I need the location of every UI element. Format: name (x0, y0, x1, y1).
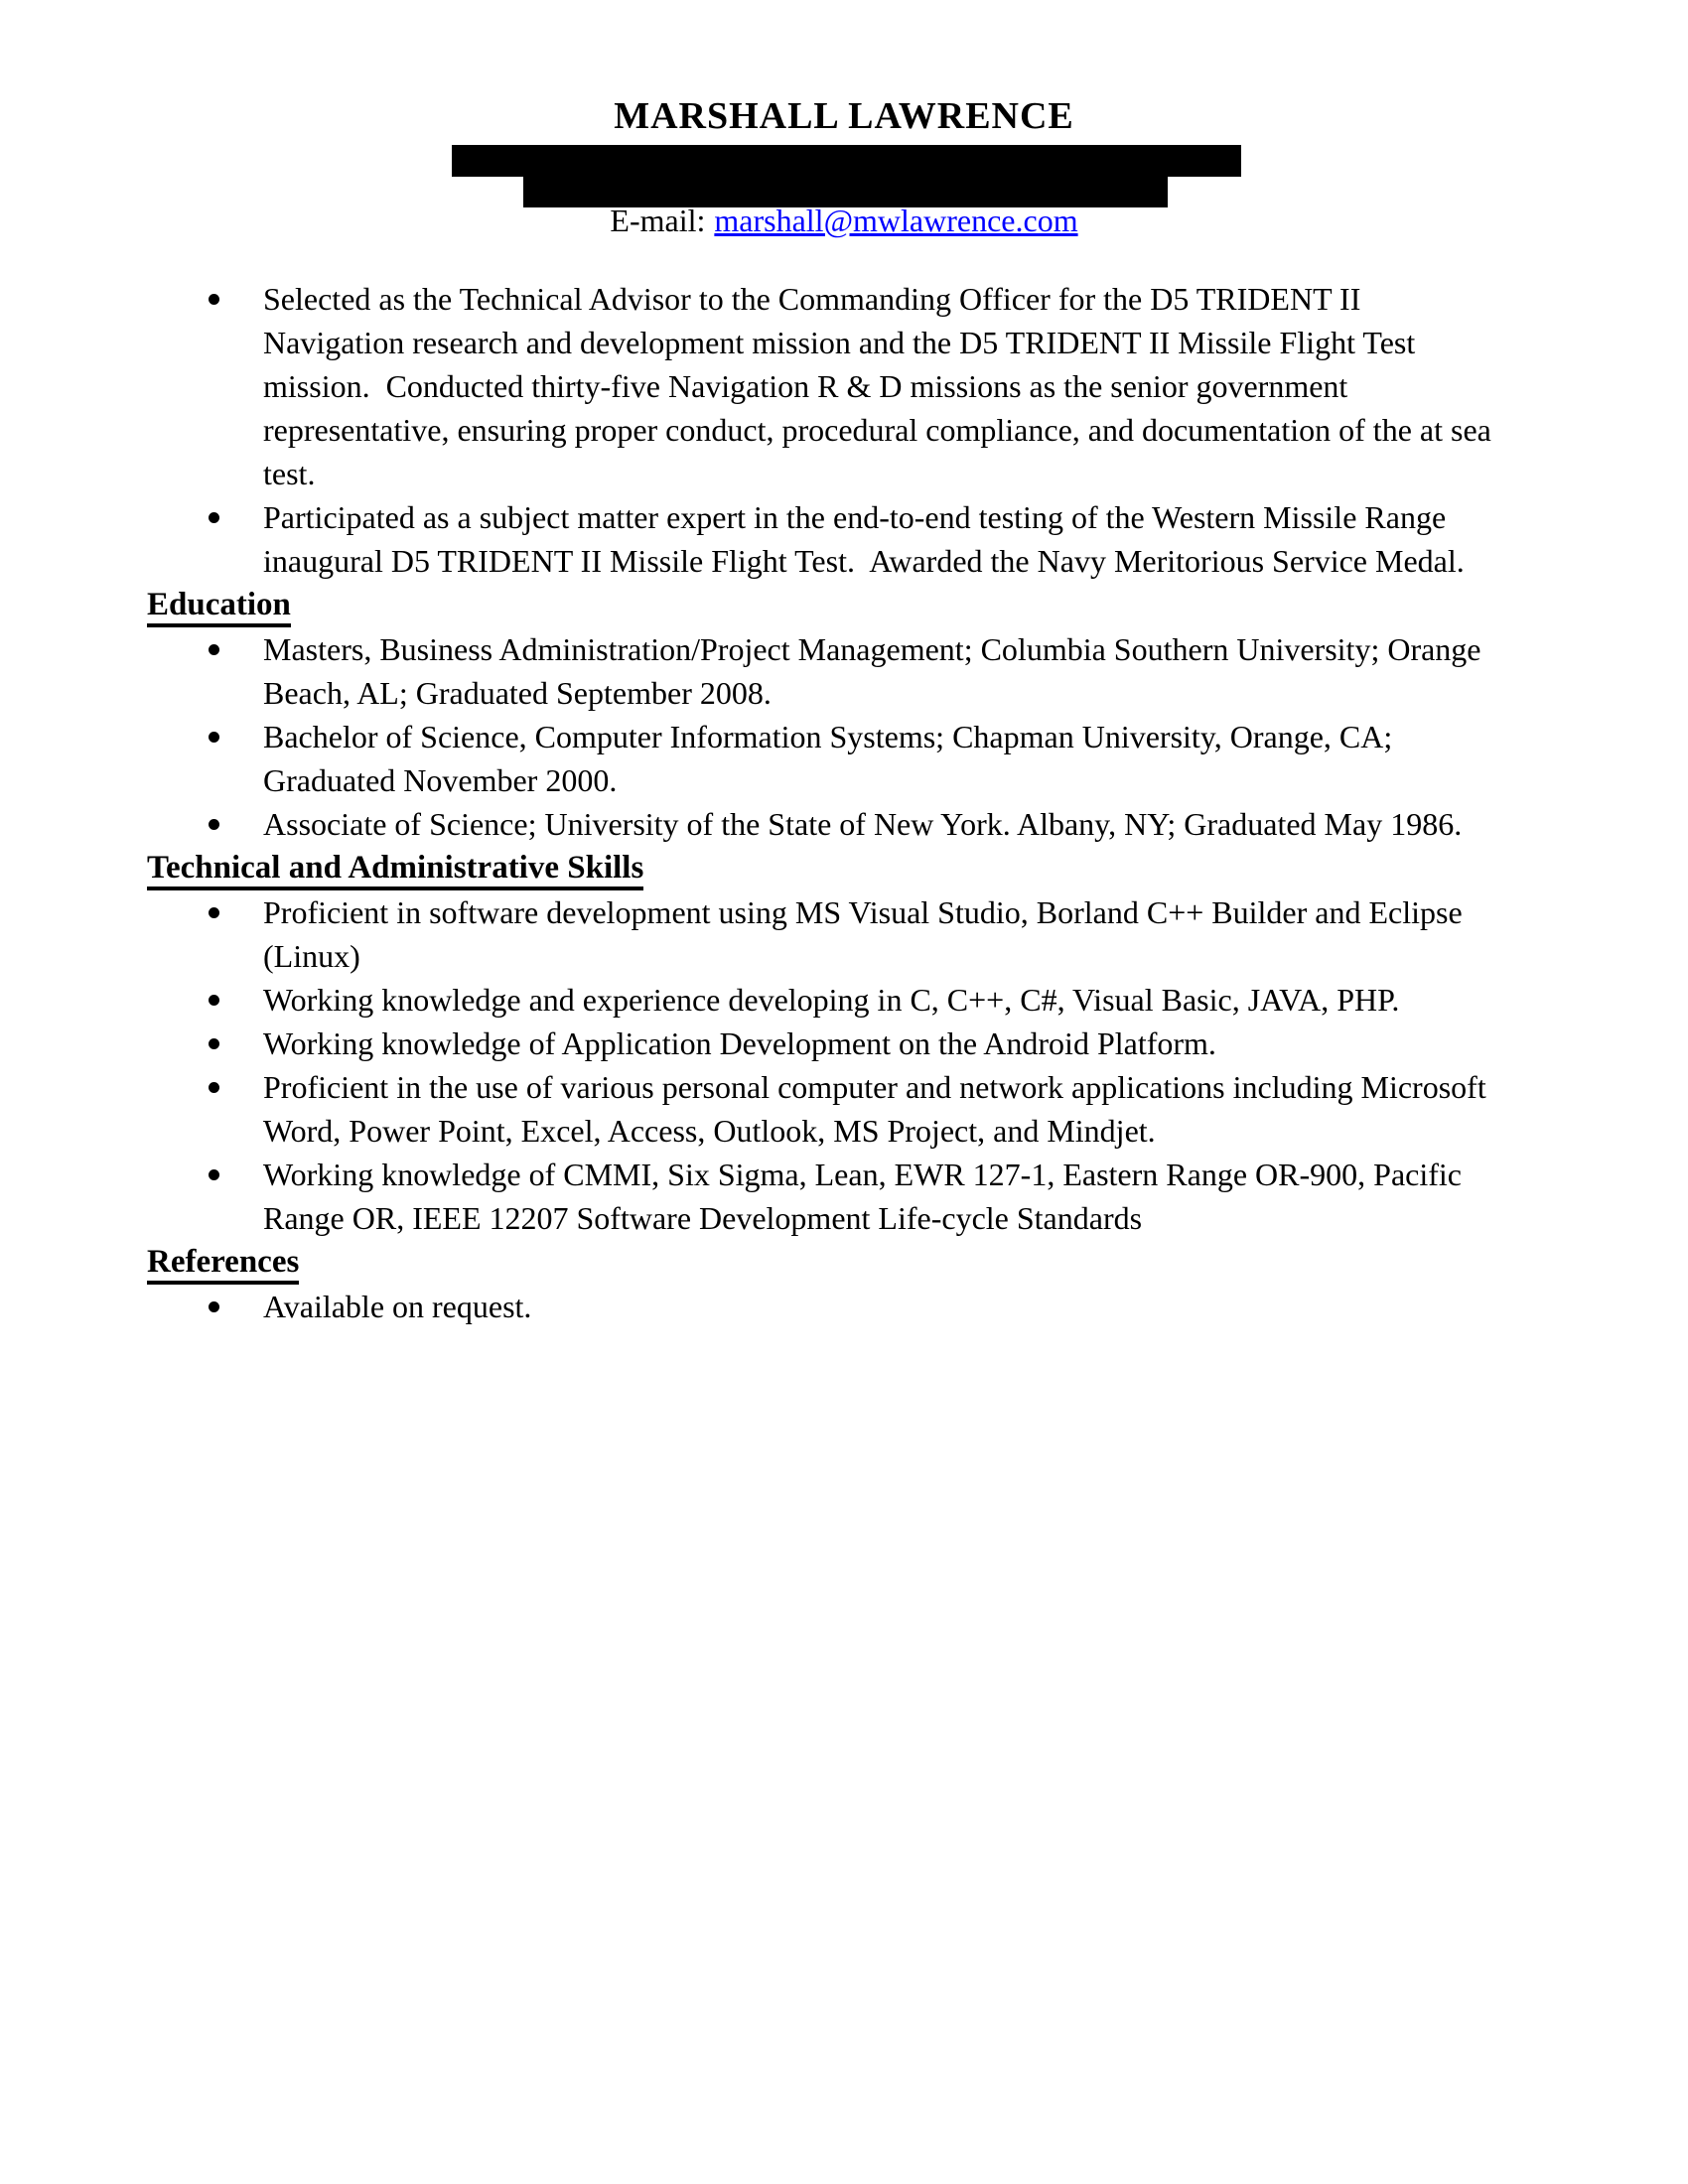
list-item (147, 277, 1497, 495)
list-item (147, 802, 1497, 846)
bullet-text: Available on request. (263, 1289, 532, 1324)
bullet-icon (209, 732, 219, 743)
bullet-icon (209, 1082, 219, 1093)
bullet-text: Participated as a subject matter expert in the end-to-end testing of the Western Missile Range inaugural D5 TRIDENT II Missile Flight Test. Awarded the Navy Meritorious Service Medal. (263, 499, 1465, 579)
section-heading-references (147, 1240, 1497, 1285)
list-item (147, 1065, 1497, 1153)
section-heading-technical-skills (147, 846, 1497, 890)
page-title: MARSHALL LAWRENCE (614, 95, 1074, 137)
list-item (147, 495, 1497, 583)
section-heading-label: Education (147, 586, 291, 627)
email-label: E-mail: (610, 203, 706, 238)
email-line (0, 201, 1688, 240)
bullet-text: Proficient in the use of various personal computer and network applications including Microsoft Word, Power Point, Excel, Access, Outlook, MS Project, and Mindjet. (263, 1069, 1494, 1149)
bullet-icon (209, 819, 219, 830)
list-item (147, 978, 1497, 1022)
bullet-text: Bachelor of Science, Computer Information Systems; Chapman University, Orange, CA; Graduated November 2000. (263, 719, 1401, 798)
bullet-icon (209, 294, 219, 305)
redaction-bar-1 (452, 145, 1241, 177)
bullet-icon (209, 512, 219, 523)
bullet-text: Selected as the Technical Advisor to the Commanding Officer for the D5 TRIDENT II Navigation research and development mission and the D5 TRIDENT II Missile Flight Test mission. Conducted thirty-five Navigation R & D missions as the senior government representative, ensuring proper conduct, procedural compliance, and documentation of the at sea test. (263, 281, 1499, 491)
bullet-text: Working knowledge of Application Development on the Android Platform. (263, 1025, 1216, 1061)
section-heading-label: References (147, 1243, 299, 1285)
bullet-icon (209, 644, 219, 655)
resume-body (147, 277, 1497, 1328)
bullet-icon (209, 1169, 219, 1180)
bullet-icon (209, 1038, 219, 1049)
list-item (147, 627, 1497, 715)
bullet-icon (209, 907, 219, 918)
section-heading-label: Technical and Administrative Skills (147, 849, 643, 890)
list-item (147, 715, 1497, 802)
bullet-text: Working knowledge and experience developing in C, C++, C#, Visual Basic, JAVA, PHP. (263, 982, 1400, 1018)
bullet-text: Proficient in software development using MS Visual Studio, Borland C++ Builder and Eclipse (Linux) (263, 894, 1471, 974)
bullet-text: Associate of Science; University of the State of New York. Albany, NY; Graduated May 1986. (263, 806, 1463, 842)
list-item (147, 1153, 1497, 1240)
section-heading-education (147, 583, 1497, 627)
bullet-text: Masters, Business Administration/Project Management; Columbia Southern University; Orange Beach, AL; Graduated September 2008. (263, 631, 1489, 711)
bullet-icon (209, 995, 219, 1006)
bullet-icon (209, 1301, 219, 1312)
bullet-text: Working knowledge of CMMI, Six Sigma, Lean, EWR 127-1, Eastern Range OR-900, Pacific Range OR, IEEE 12207 Software Development Life-cycle Standards (263, 1157, 1470, 1236)
list-item (147, 890, 1497, 978)
list-item (147, 1022, 1497, 1065)
list-item (147, 1285, 1497, 1328)
email-link[interactable]: marshall@mwlawrence.com (714, 203, 1078, 238)
